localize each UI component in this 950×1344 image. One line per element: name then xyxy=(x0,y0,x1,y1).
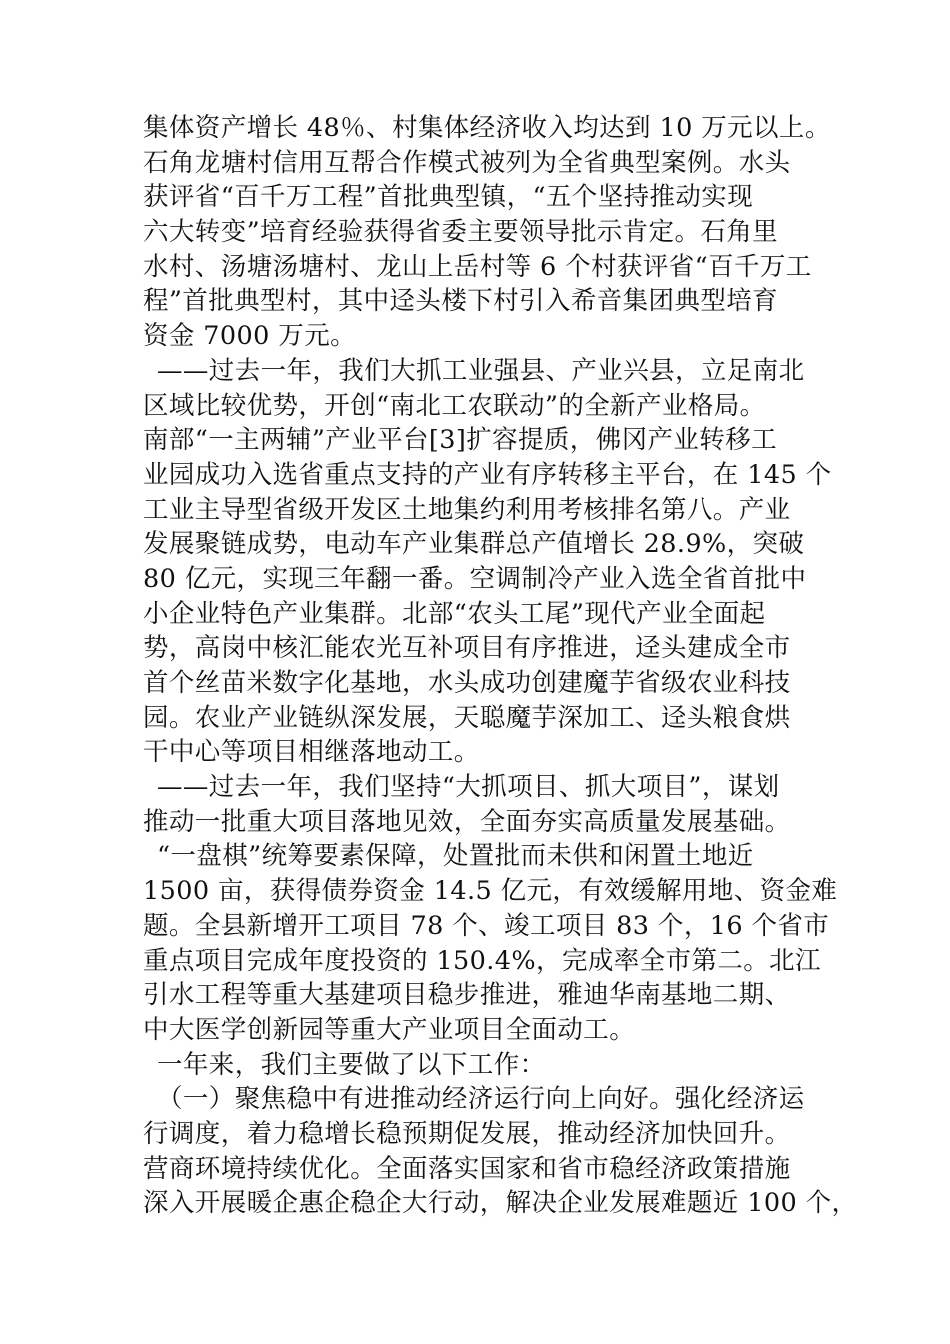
text-line: 行调度，着力稳增长稳预期促发展，推动经济加快回升。 xyxy=(143,1118,791,1149)
text-line: 一年来，我们主要做了以下工作： xyxy=(157,1049,546,1080)
text-line: 深入开展暖企惠企稳企大行动，解决企业发展难题近 100 个， xyxy=(143,1188,858,1219)
document-body xyxy=(143,111,858,1221)
text-line: 区域比较优势，开创“南北工农联动”的全新产业格局。 xyxy=(143,390,766,421)
text-line: 工业主导型省级开发区土地集约利用考核排名第八。产业 xyxy=(143,494,791,525)
text-line: 南部“一主两辅”产业平台[3]扩容提质，佛冈产业转移工 xyxy=(143,425,777,456)
text-line: 六大转变”培育经验获得省委主要领导批示肯定。石角里 xyxy=(143,217,779,248)
text-line: 推动一批重大项目落地见效，全面夯实高质量发展基础。 xyxy=(143,806,791,837)
text-line: 首个丝苗米数字化基地，水头成功创建魔芋省级农业科技 xyxy=(143,668,791,698)
text-line: ——过去一年，我们大抓工业强县、产业兴县，立足南北 xyxy=(157,355,805,386)
text-line: 石角龙塘村信用互帮合作模式被列为全省典型案例。水头 xyxy=(143,147,791,178)
text-line: “一盘棋”统筹要素保障，处置批而未供和闲置土地近 xyxy=(157,841,754,872)
text-line: 1500 亩，获得债券资金 14.5 亿元，有效缓解用地、资金难 xyxy=(143,876,838,907)
text-line: 程”首批典型村，其中迳头楼下村引入希音集团典型培育 xyxy=(143,286,779,317)
text-line: ——过去一年，我们坚持“大抓项目、抓大项目”，谋划 xyxy=(157,772,780,803)
text-line: 题。全县新增开工项目 78 个、竣工项目 83 个，16 个省市 xyxy=(143,910,830,941)
text-line: 引水工程等重大基建项目稳步推进，雅迪华南基地二期、 xyxy=(143,980,791,1011)
text-line: 园。农业产业链纵深发展，天聪魔芋深加工、迳头粮食烘 xyxy=(143,702,791,733)
text-line: 干中心等项目相继落地动工。 xyxy=(143,737,480,768)
text-line: 资金 7000 万元。 xyxy=(143,321,357,352)
text-line: 获评省“百千万工程”首批典型镇，“五个坚持推动实现 xyxy=(143,182,754,213)
text-line: 业园成功入选省重点支持的产业有序转移主平台，在 145 个 xyxy=(143,459,832,490)
text-line: 势，高岗中核汇能农光互补项目有序推进，迳头建成全市 xyxy=(143,633,791,664)
text-line: 80 亿元，实现三年翻一番。空调制冷产业入选全省首批中 xyxy=(143,563,807,594)
text-line: 小企业特色产业集群。北部“农头工尾”现代产业全面起 xyxy=(143,598,766,629)
text-line: 重点项目完成年度投资的 150.4%，完成率全市第二。北江 xyxy=(143,945,821,976)
text-line: 营商环境持续优化。全面落实国家和省市稳经济政策措施 xyxy=(143,1153,791,1184)
text-line: 水村、汤塘汤塘村、龙山上岳村等 6 个村获评省“百千万工 xyxy=(143,251,812,282)
text-line: 发展聚链成势，电动车产业集群总产值增长 28.9%，突破 xyxy=(143,529,805,560)
text-line: （一）聚焦稳中有进推动经济运行向上向好。强化经济运 xyxy=(157,1084,805,1115)
text-line: 中大医学创新园等重大产业项目全面动工。 xyxy=(143,1014,636,1045)
text-line: 集体资产增长 48％、村集体经济收入均达到 10 万元以上。 xyxy=(143,113,831,143)
